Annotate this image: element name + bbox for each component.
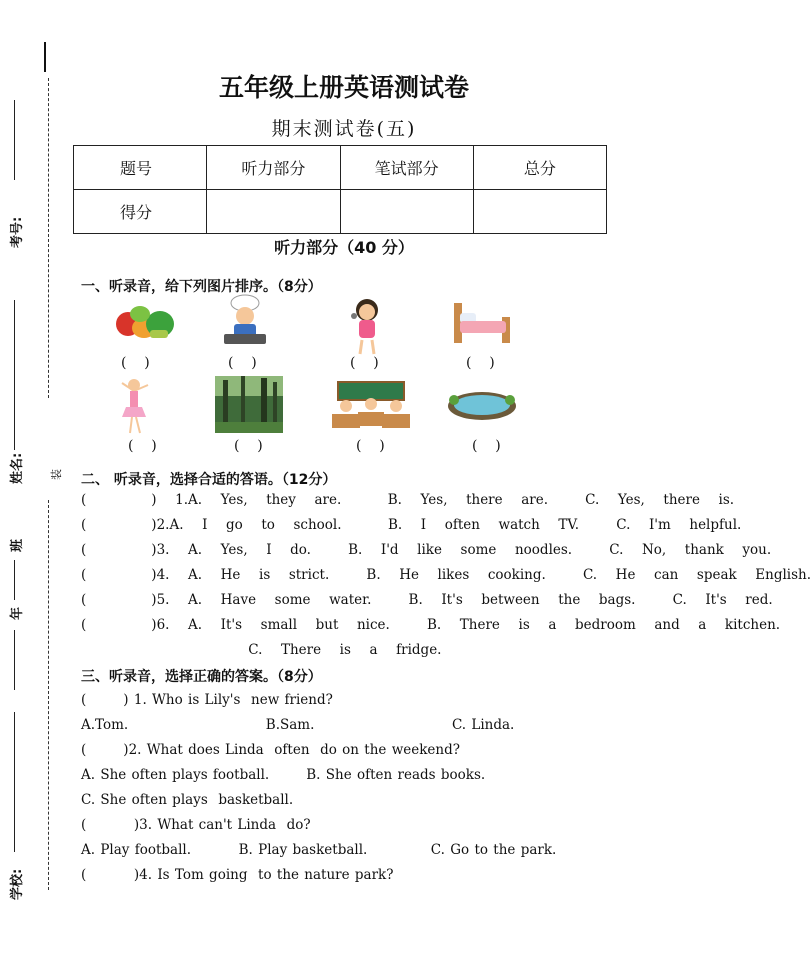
score-cell[interactable] bbox=[207, 190, 340, 234]
question-line: ( )4. Is Tom going to the nature park? bbox=[81, 867, 394, 883]
school-label: 学校: bbox=[10, 868, 25, 900]
score-cell[interactable] bbox=[340, 190, 473, 234]
question-line: ( )2.A. I go to school. B. I often watch TV. C. I'm helpful. bbox=[81, 517, 742, 533]
question-line: ( ) 1. Who is Lily's new friend? bbox=[81, 692, 333, 708]
grade-blank bbox=[14, 630, 15, 690]
question-line: ( )2. What does Linda often do on the weekend? bbox=[81, 742, 460, 758]
exam-no-label: 考号: bbox=[10, 216, 25, 248]
score-table-row bbox=[74, 190, 607, 234]
question-line: ( )6. A. It's small but nice. B. There is a bedroom and a kitchen. bbox=[81, 617, 781, 633]
order-bracket[interactable]: ( ) bbox=[350, 355, 379, 371]
header-cell: 总分 bbox=[473, 146, 606, 190]
part2-heading: 二、 听录音，选择合适的答语。（12分） bbox=[81, 472, 337, 488]
answer-options: C. She often plays basketball. bbox=[81, 792, 294, 808]
page-title: 五年级上册英语测试卷 bbox=[218, 73, 469, 102]
question-line: ( )5. A. Have some water. B. It's between the bags. C. It's red. bbox=[81, 592, 773, 608]
question-line: ( ) 1.A. Yes, they are. B. Yes, there are. C. Yes, there is. bbox=[81, 492, 735, 508]
answer-options: A. Play football. B. Play basketball. C. Go to the park. bbox=[81, 842, 557, 858]
binding-mark-text: 装 bbox=[50, 469, 63, 480]
order-bracket[interactable]: ( ) bbox=[128, 438, 157, 454]
vegetables-icon bbox=[112, 300, 178, 342]
forest-icon bbox=[215, 376, 283, 433]
header-cell: 题号 bbox=[74, 146, 207, 190]
score-table-header-row bbox=[74, 146, 607, 190]
part1-heading: 一、听录音，给下列图片排序。（8分） bbox=[81, 279, 322, 295]
answer-options: A. She often plays football. B. She often reads books. bbox=[81, 767, 486, 783]
bed-icon bbox=[450, 297, 512, 347]
order-bracket[interactable]: ( ) bbox=[228, 355, 257, 371]
ballet-dancer-icon bbox=[118, 377, 152, 435]
name-blank bbox=[14, 300, 15, 450]
row-label: 得分 bbox=[74, 190, 207, 234]
girl-singing-icon bbox=[344, 294, 390, 356]
grade-label: 年 bbox=[10, 606, 25, 620]
question-line: ( )3. What can't Linda do? bbox=[81, 817, 311, 833]
name-label: 姓名: bbox=[10, 452, 25, 484]
order-bracket[interactable]: ( ) bbox=[356, 438, 385, 454]
section-title: 听力部分（40 分） bbox=[274, 238, 414, 257]
answer-options: A.Tom. B.Sam. C. Linda. bbox=[81, 717, 515, 733]
order-bracket[interactable]: ( ) bbox=[234, 438, 263, 454]
class-blank bbox=[14, 560, 15, 600]
order-bracket[interactable]: ( ) bbox=[466, 355, 495, 371]
part3-heading: 三、听录音，选择正确的答案。（8分） bbox=[81, 669, 322, 685]
score-table bbox=[73, 145, 607, 234]
score-cell[interactable] bbox=[473, 190, 606, 234]
school-blank bbox=[14, 712, 15, 852]
question-line: ( )4. A. He is strict. B. He likes cooking. C. He can speak English. bbox=[81, 567, 811, 583]
chef-cooking-icon bbox=[220, 294, 270, 348]
order-bracket[interactable]: ( ) bbox=[472, 438, 501, 454]
header-cell: 听力部分 bbox=[207, 146, 340, 190]
pond-icon bbox=[446, 386, 518, 422]
header-cell: 笔试部分 bbox=[340, 146, 473, 190]
binding-dashed-line-lower bbox=[48, 500, 49, 890]
question-line: C. There is a fridge. bbox=[81, 642, 442, 658]
order-bracket[interactable]: ( ) bbox=[121, 355, 150, 371]
page-subtitle: 期末测试卷(五) bbox=[271, 118, 417, 140]
question-line: ( )3. A. Yes, I do. B. I'd like some noodles. C. No, thank you. bbox=[81, 542, 772, 558]
classroom-icon bbox=[328, 382, 414, 430]
class-label: 班 bbox=[10, 538, 25, 552]
